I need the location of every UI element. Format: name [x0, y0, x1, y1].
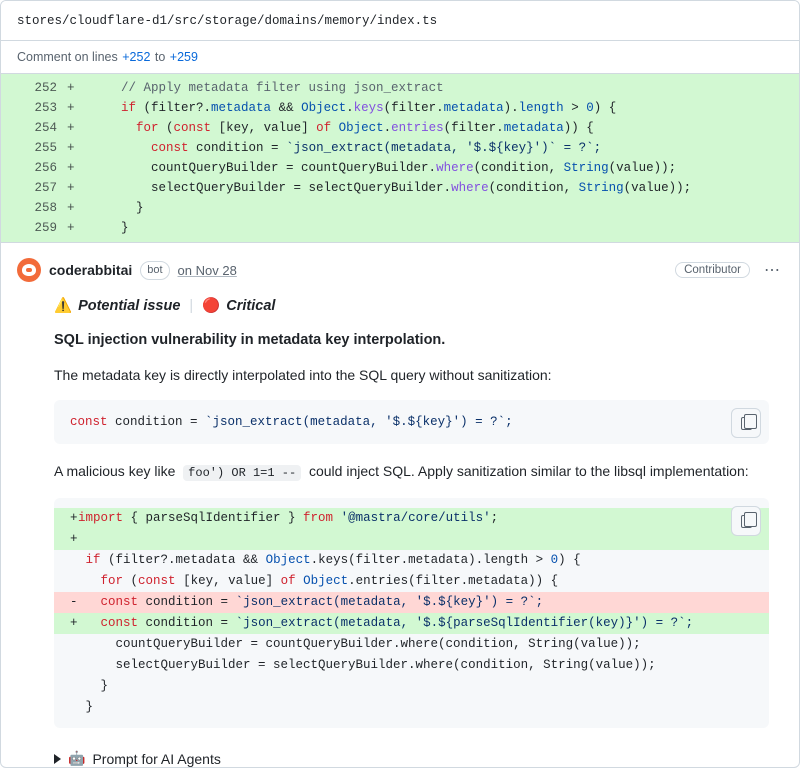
diff-line-code	[91, 98, 616, 118]
code-token: .entries(filter.metadata)) {	[348, 574, 559, 588]
diff-line-number: 256	[34, 161, 57, 175]
code-token: Object	[338, 121, 384, 135]
code-token: selectQueryBuilder = selectQueryBuilder.where(condition, String(value));	[78, 658, 656, 672]
code-token: [key, value]	[175, 574, 281, 588]
code-token: keys	[353, 101, 384, 115]
code-token: (condition,	[473, 161, 564, 175]
code-token: .	[346, 101, 354, 115]
code-token: const	[100, 616, 139, 630]
code-token: condition =	[107, 415, 206, 429]
code-token: if	[121, 101, 137, 115]
diff-line-sign: +	[70, 616, 78, 630]
severity-icon: 🔴	[202, 298, 221, 314]
code-token: for	[136, 121, 159, 135]
diff-line-sign: +	[67, 161, 75, 175]
code-token: String	[563, 161, 609, 175]
code-token	[78, 574, 101, 588]
comment-content	[54, 332, 783, 728]
divider: |	[189, 297, 194, 314]
issue-severity-line	[54, 297, 783, 314]
diff-line-sign: +	[67, 221, 75, 235]
diff-line-number: 258	[34, 201, 57, 215]
diff-line-number: 252	[34, 81, 57, 95]
diff-line-sign	[70, 571, 78, 592]
bot-badge: bot	[140, 261, 169, 280]
code-token: Object	[265, 553, 311, 567]
code-snippet-line	[70, 412, 753, 432]
code-token: >	[563, 101, 587, 115]
code-token	[78, 616, 101, 630]
comment-body	[1, 243, 799, 767]
code-token: (value));	[623, 181, 692, 195]
diff-line-number: 253	[34, 101, 57, 115]
diff-line-number: 255	[34, 141, 57, 155]
code-token: from	[303, 511, 334, 525]
suggested-diff-line	[54, 634, 769, 655]
code-token	[91, 81, 121, 95]
code-token: (filter.	[443, 121, 504, 135]
suggested-diff-line	[54, 655, 769, 676]
comment-header	[17, 257, 783, 283]
code-token: const	[70, 415, 108, 429]
diff-line	[1, 78, 799, 98]
code-token: entries	[391, 121, 444, 135]
issue-paragraph-1: The metadata key is directly interpolated into the SQL query without sanitization:	[54, 367, 552, 383]
suggested-diff-line	[54, 550, 769, 571]
comment-on-lines-bar	[1, 41, 799, 74]
issue-headline: SQL injection vulnerability in metadata key interpolation.	[54, 332, 446, 348]
diff-line-sign	[70, 550, 78, 571]
diff-line-code	[91, 218, 129, 238]
avatar[interactable]	[17, 258, 41, 282]
code-token: .	[383, 121, 392, 135]
code-token: ).	[503, 101, 519, 115]
code-token: }	[91, 201, 144, 215]
code-token	[331, 121, 339, 135]
code-token: condition =	[138, 595, 236, 609]
code-token: { parseSqlIdentifier }	[123, 511, 304, 525]
code-token: }	[78, 700, 94, 714]
code-token: ;	[490, 511, 499, 525]
diff-line-sign	[70, 697, 78, 718]
diff-line-number: 257	[34, 181, 57, 195]
code-token: (filter.	[383, 101, 444, 115]
code-token: (	[123, 574, 139, 588]
robot-icon: 🤖	[68, 750, 86, 766]
suggested-diff-line	[54, 697, 769, 718]
code-token: metadata	[211, 101, 272, 115]
code-token: ) {	[558, 553, 581, 567]
code-token: of	[280, 574, 296, 588]
code-token: of	[316, 121, 332, 135]
code-token: ) {	[593, 101, 617, 115]
contributor-badge: Contributor	[675, 262, 750, 278]
code-token: .keys(filter.metadata).length >	[310, 553, 551, 567]
code-token: where	[436, 161, 474, 175]
diff-line-sign: +	[67, 121, 75, 135]
code-token	[91, 141, 151, 155]
diff-line-sign	[70, 676, 78, 697]
code-token: if	[85, 553, 101, 567]
diff-line-code	[91, 158, 676, 178]
suggested-diff-line	[54, 508, 769, 529]
copy-icon[interactable]	[731, 408, 761, 438]
code-token: [key, value]	[211, 121, 317, 135]
severity-label: Critical	[226, 297, 276, 314]
diff-line-sign: +	[67, 81, 75, 95]
issue-paragraph-2	[54, 461, 769, 484]
diff-line	[1, 118, 799, 138]
code-token: }	[78, 679, 109, 693]
suggested-diff-line	[54, 592, 769, 613]
diff-line-sign: +	[70, 532, 78, 546]
suggested-diff-line	[54, 529, 769, 550]
diff-line-sign	[70, 655, 78, 676]
diff-line-sign: -	[70, 595, 78, 609]
code-token: Object	[301, 101, 347, 115]
inline-code-malicious-key: foo') OR 1=1 --	[183, 465, 301, 481]
code-token: length	[518, 101, 564, 115]
diff-line	[1, 198, 799, 218]
paragraph-2-pre: A malicious key like	[54, 463, 176, 479]
diff-line-code	[91, 138, 601, 158]
code-token: 0	[550, 553, 559, 567]
code-token: `json_extract(metadata, '$.${key}') = ?`;	[235, 595, 544, 609]
code-snippet	[54, 400, 769, 444]
prompt-for-ai-agents-toggle[interactable]	[54, 750, 783, 767]
warning-icon: ⚠️	[54, 298, 73, 314]
diff-line-sign: +	[70, 511, 78, 525]
diff-line	[1, 138, 799, 158]
code-token: String	[578, 181, 624, 195]
code-token	[296, 574, 304, 588]
prompt-for-ai-agents-label: Prompt for AI Agents	[92, 750, 221, 767]
code-token: countQueryBuilder = countQueryBuilder.where(condition, String(value));	[78, 637, 641, 651]
suggested-diff-line	[54, 571, 769, 592]
code-token	[91, 121, 136, 135]
code-token: const	[173, 121, 212, 135]
suggested-diff	[54, 498, 769, 728]
code-token: countQueryBuilder = countQueryBuilder.	[91, 161, 437, 175]
diff-line-number: 254	[34, 121, 57, 135]
comment-author[interactable]: coderabbitai	[49, 262, 133, 278]
code-token: `json_extract(metadata, '$.${key}')` = ?`;	[286, 141, 602, 155]
code-token: `json_extract(metadata, '$.${key}') = ?`;	[205, 415, 513, 429]
diff-hunk	[1, 74, 799, 243]
diff-line	[1, 178, 799, 198]
diff-line-code	[91, 118, 594, 138]
code-token	[91, 101, 121, 115]
paragraph-2-post: could inject SQL. Apply sanitization similar to the libsql implementation:	[308, 463, 749, 479]
code-token: const	[138, 574, 176, 588]
code-token: &&	[271, 101, 302, 115]
code-token: const	[100, 595, 139, 609]
code-token: (filter?.	[136, 101, 212, 115]
code-token: (value));	[608, 161, 677, 175]
code-token	[78, 595, 101, 609]
comment-header-actions	[675, 260, 783, 280]
line-range-connector: to	[154, 50, 166, 64]
diff-line-code	[91, 178, 691, 198]
copy-glyph-icon	[741, 417, 752, 430]
file-header	[1, 1, 799, 41]
issue-type-label: Potential issue	[78, 297, 181, 314]
diff-line-code	[91, 198, 144, 218]
code-token	[333, 511, 341, 525]
chevron-right-icon	[54, 754, 61, 764]
code-token: where	[451, 181, 489, 195]
code-token: // Apply metadata filter using json_extract	[121, 81, 444, 95]
code-token	[78, 553, 86, 567]
diff-line	[1, 158, 799, 178]
code-token: metadata	[503, 121, 564, 135]
diff-line	[1, 218, 799, 238]
diff-line-sign: +	[67, 181, 75, 195]
code-token: Object	[303, 574, 349, 588]
line-range-start[interactable]: +252	[122, 50, 151, 64]
suggested-diff-line	[54, 676, 769, 697]
diff-line-sign: +	[67, 141, 75, 155]
code-token: (filter?.metadata &&	[100, 553, 266, 567]
code-token: metadata	[443, 101, 504, 115]
more-options-icon[interactable]: ⋯	[764, 262, 781, 279]
diff-line-code	[91, 78, 444, 98]
diff-line	[1, 98, 799, 118]
file-path: stores/cloudflare-d1/src/storage/domains/memory/index.ts	[17, 13, 438, 28]
code-token: condition =	[188, 141, 287, 155]
code-token: 0	[586, 101, 594, 115]
copy-icon[interactable]	[731, 506, 761, 536]
code-token: condition =	[138, 616, 236, 630]
comment-timestamp[interactable]: on Nov 28	[177, 262, 237, 278]
code-token: selectQueryBuilder = selectQueryBuilder.	[91, 181, 452, 195]
diff-line-sign: +	[67, 201, 75, 215]
code-token: (	[158, 121, 174, 135]
diff-line-number: 259	[34, 221, 57, 235]
code-token: }	[91, 221, 129, 235]
code-token: import	[78, 511, 124, 525]
code-token: )) {	[563, 121, 594, 135]
suggested-diff-line	[54, 613, 769, 634]
code-token: `json_extract(metadata, '$.${parseSqlIdentifier(key)}') = ?`;	[235, 616, 694, 630]
code-token: '@mastra/core/utils'	[340, 511, 491, 525]
code-token: (condition,	[488, 181, 579, 195]
copy-glyph-icon	[741, 515, 752, 528]
comment-on-lines-prefix: Comment on lines	[17, 50, 118, 64]
diff-line-sign	[70, 634, 78, 655]
code-token: const	[151, 141, 189, 155]
code-token: for	[100, 574, 124, 588]
diff-line-sign: +	[67, 101, 75, 115]
line-range-end[interactable]: +259	[169, 50, 198, 64]
